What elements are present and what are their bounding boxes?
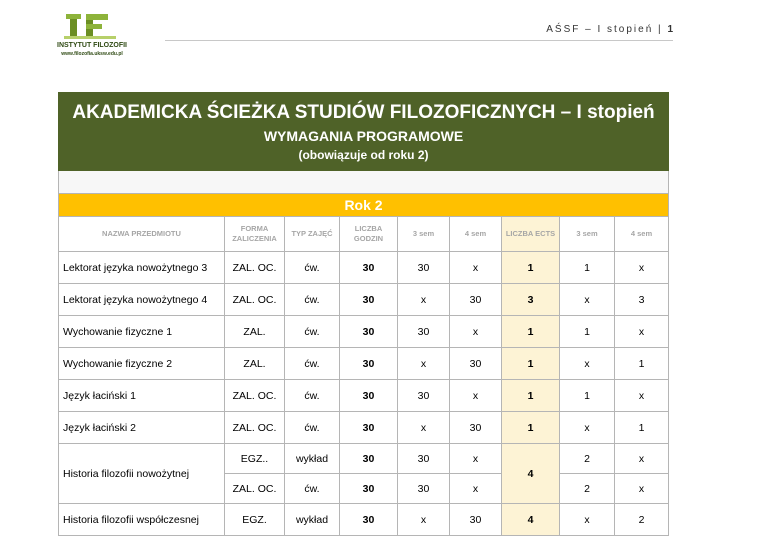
cell-s4: x: [450, 380, 502, 412]
cell-e4: 3: [615, 284, 669, 316]
cell-s3: x: [398, 412, 450, 444]
col-typ: TYP ZAJĘĆ: [285, 217, 340, 252]
banner-note: (obowiązuje od roku 2): [59, 148, 669, 171]
cell-e4: x: [615, 316, 669, 348]
cell-forma: ZAL. OC.: [225, 284, 285, 316]
cell-forma: ZAL.: [225, 348, 285, 380]
cell-godz: 30: [340, 474, 398, 504]
page-number: 1: [667, 24, 673, 35]
cell-name: Historia filozofii nowożytnej: [59, 444, 225, 504]
cell-e3: 2: [560, 474, 615, 504]
institute-logo: [52, 12, 132, 58]
cell-e3: 1: [560, 380, 615, 412]
col-nazwa: NAZWA PRZEDMIOTU: [59, 217, 225, 252]
logo-url: www.filozofia.uksw.edu.pl: [61, 51, 123, 57]
table-row: [59, 252, 669, 284]
cell-e3: x: [560, 284, 615, 316]
cell-typ: ćw.: [285, 380, 340, 412]
cell-ects: 1: [502, 316, 560, 348]
cell-s3: 30: [398, 316, 450, 348]
table-row: [59, 504, 669, 536]
col-ects: LICZBA ECTS: [502, 217, 560, 252]
col-forma: FORMA ZALICZENIA: [225, 217, 285, 252]
cell-s3: 30: [398, 380, 450, 412]
cell-e3: x: [560, 412, 615, 444]
cell-e4: 2: [615, 504, 669, 536]
cell-e4: x: [615, 380, 669, 412]
cell-s3: 30: [398, 252, 450, 284]
cell-s4: x: [450, 444, 502, 474]
cell-e4: x: [615, 444, 669, 474]
cell-s3: 30: [398, 474, 450, 504]
table-row: [59, 316, 669, 348]
cell-s4: x: [450, 316, 502, 348]
cell-typ: wykład: [285, 504, 340, 536]
cell-ects: 3: [502, 284, 560, 316]
cell-forma: ZAL.: [225, 316, 285, 348]
table-body: [59, 252, 669, 536]
cell-forma: EGZ.: [225, 504, 285, 536]
cell-e4: 1: [615, 348, 669, 380]
cell-e4: x: [615, 252, 669, 284]
cell-godz: 30: [340, 444, 398, 474]
col-ects-3sem: 3 sem: [560, 217, 615, 252]
cell-forma: EGZ..: [225, 444, 285, 474]
year-label: Rok 2: [59, 194, 669, 217]
cell-s3: x: [398, 284, 450, 316]
cell-e4: 1: [615, 412, 669, 444]
cell-e4: x: [615, 474, 669, 504]
cell-typ: ćw.: [285, 252, 340, 284]
cell-godz: 30: [340, 348, 398, 380]
cell-s4: x: [450, 252, 502, 284]
banner-title: AKADEMICKA ŚCIEŻKA STUDIÓW FILOZOFICZNYCH – I stopień: [59, 93, 669, 125]
col-godz: LICZBA GODZIN: [340, 217, 398, 252]
cell-godz: 30: [340, 252, 398, 284]
cell-godz: 30: [340, 284, 398, 316]
cell-ects: 1: [502, 380, 560, 412]
cell-s3: x: [398, 504, 450, 536]
cell-e3: 1: [560, 316, 615, 348]
cell-e3: 2: [560, 444, 615, 474]
col-godz-3sem: 3 sem: [398, 217, 450, 252]
cell-name: Historia filozofii współczesnej: [59, 504, 225, 536]
logo-name: INSTYTUT FILOZOFII: [57, 42, 127, 49]
cell-s4: 30: [450, 504, 502, 536]
cell-forma: ZAL. OC.: [225, 412, 285, 444]
cell-s4: 30: [450, 284, 502, 316]
cell-ects: 4: [502, 444, 560, 504]
table-row: [59, 284, 669, 316]
cell-forma: ZAL. OC.: [225, 380, 285, 412]
cell-name: Język łaciński 1: [59, 380, 225, 412]
cell-ects: 1: [502, 348, 560, 380]
cell-s3: x: [398, 348, 450, 380]
cell-typ: ćw.: [285, 284, 340, 316]
cell-s4: x: [450, 474, 502, 504]
cell-ects: 4: [502, 504, 560, 536]
column-headers: [59, 217, 669, 252]
cell-typ: ćw.: [285, 474, 340, 504]
cell-s4: 30: [450, 348, 502, 380]
table-row: [59, 444, 669, 474]
cell-e3: x: [560, 504, 615, 536]
requirements-table: [58, 92, 669, 536]
cell-godz: 30: [340, 316, 398, 348]
cell-typ: ćw.: [285, 412, 340, 444]
cell-name: Lektorat języka nowożytnego 4: [59, 284, 225, 316]
cell-e3: 1: [560, 252, 615, 284]
col-ects-4sem: 4 sem: [615, 217, 669, 252]
requirements-table-wrap: [58, 92, 668, 536]
table-row: [59, 412, 669, 444]
blank-row: [59, 171, 669, 194]
cell-typ: ćw.: [285, 316, 340, 348]
cell-s3: 30: [398, 444, 450, 474]
cell-ects: 1: [502, 412, 560, 444]
cell-ects: 1: [502, 252, 560, 284]
page-header: [546, 24, 673, 35]
table-row: [59, 380, 669, 412]
col-godz-4sem: 4 sem: [450, 217, 502, 252]
cell-typ: wykład: [285, 444, 340, 474]
banner-subtitle: WYMAGANIA PROGRAMOWE: [59, 125, 669, 148]
cell-godz: 30: [340, 380, 398, 412]
cell-godz: 30: [340, 412, 398, 444]
cell-name: Lektorat języka nowożytnego 3: [59, 252, 225, 284]
cell-name: Język łaciński 2: [59, 412, 225, 444]
cell-name: Wychowanie fizyczne 1: [59, 316, 225, 348]
cell-forma: ZAL. OC.: [225, 252, 285, 284]
page-header-text: AŚSF – I stopień |: [546, 24, 663, 35]
header-rule: [165, 40, 673, 41]
cell-e3: x: [560, 348, 615, 380]
cell-s4: 30: [450, 412, 502, 444]
cell-name: Wychowanie fizyczne 2: [59, 348, 225, 380]
if-logo-icon: [64, 12, 116, 40]
cell-godz: 30: [340, 504, 398, 536]
cell-forma: ZAL. OC.: [225, 474, 285, 504]
cell-typ: ćw.: [285, 348, 340, 380]
table-row: [59, 348, 669, 380]
